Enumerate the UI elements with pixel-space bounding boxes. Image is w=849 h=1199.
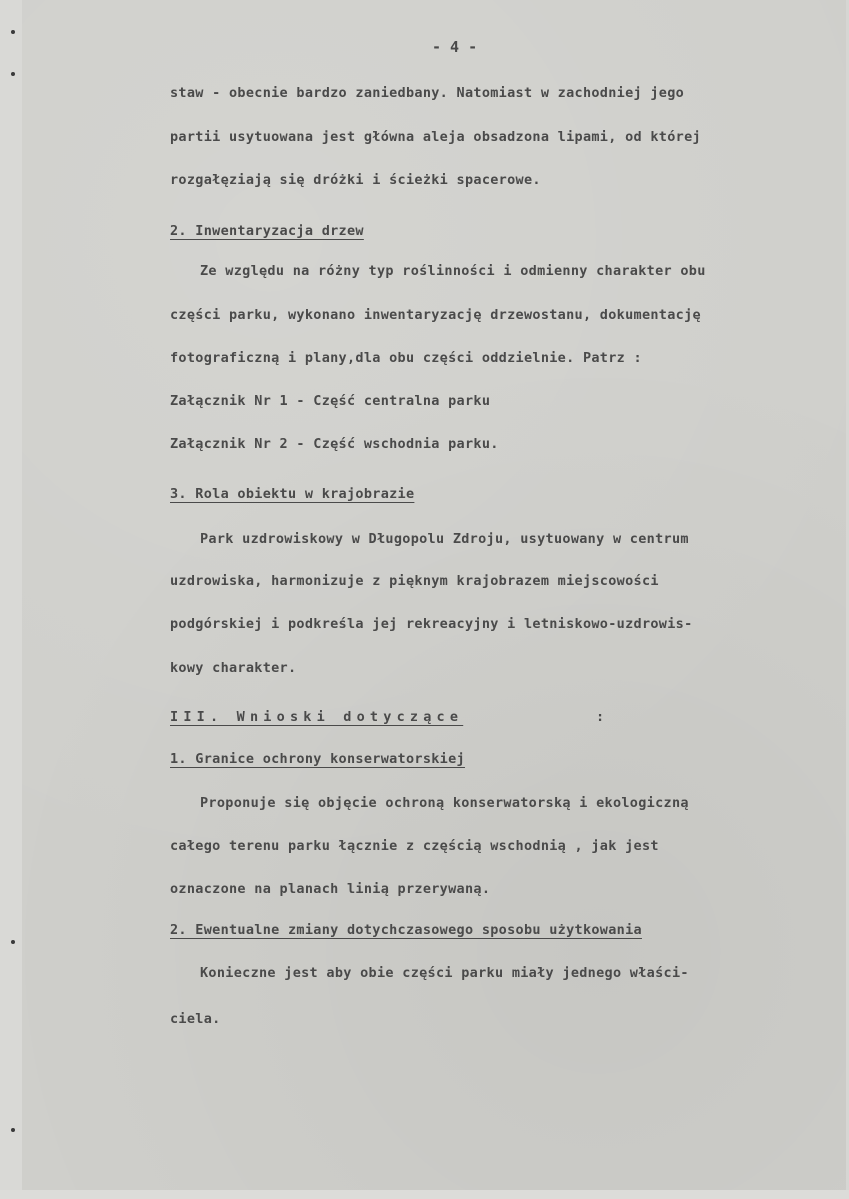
section-heading: 1. Granice ochrony konserwatorskiej (170, 751, 465, 767)
chapter-heading: III. Wnioski dotyczące (170, 709, 464, 725)
text-line: części parku, wykonano inwentaryzację drzewostanu, dokumentację (170, 307, 701, 323)
text-line: oznaczone na planach linią przerywaną. (170, 881, 491, 897)
text-line: Ze względu na różny typ roślinności i odmienny charakter obu (200, 263, 706, 279)
punch-hole-mark (11, 1128, 15, 1132)
text-line: fotograficzną i plany,dla obu części oddzielnie. Patrz : (170, 350, 642, 366)
text-line: Załącznik Nr 2 - Część wschodnia parku. (170, 436, 499, 452)
text-line: uzdrowiska, harmonizuje z pięknym krajobrazem miejscowości (170, 573, 659, 589)
text-line: Konieczne jest aby obie części parku miały jednego właści- (200, 965, 689, 981)
text-line: całego terenu parku łącznie z częścią wschodnią , jak jest (170, 838, 659, 854)
page-bottom-edge (0, 1190, 849, 1199)
page-edge (0, 0, 22, 1199)
text-line: kowy charakter. (170, 660, 297, 676)
section-heading: 2. Inwentaryzacja drzew (170, 223, 364, 239)
text-line: ciela. (170, 1011, 221, 1027)
text-line: Załącznik Nr 1 - Część centralna parku (170, 393, 491, 409)
text-line: podgórskiej i podkreśla jej rekreacyjny i letniskowo-uzdrowis- (170, 616, 693, 632)
punch-hole-mark (11, 940, 15, 944)
section-heading: 3. Rola obiektu w krajobrazie (170, 486, 415, 502)
page-number: - 4 - (432, 38, 478, 56)
section-heading: 2. Ewentualne zmiany dotychczasowego sposobu użytkowania (170, 922, 642, 938)
text-line: partii usytuowana jest główna aleja obsadzona lipami, od której (170, 129, 701, 145)
punch-hole-mark (11, 30, 15, 34)
text-line: staw - obecnie bardzo zaniedbany. Natomiast w zachodniej jego (170, 85, 685, 101)
text-line: Park uzdrowiskowy w Długopolu Zdroju, usytuowany w centrum (200, 531, 689, 547)
text-line: Proponuje się objęcie ochroną konserwatorską i ekologiczną (200, 795, 689, 811)
chapter-heading-colon: : (596, 709, 605, 725)
text-line: rozgałęziają się dróżki i ścieżki spacerowe. (170, 172, 541, 188)
punch-hole-mark (11, 72, 15, 76)
